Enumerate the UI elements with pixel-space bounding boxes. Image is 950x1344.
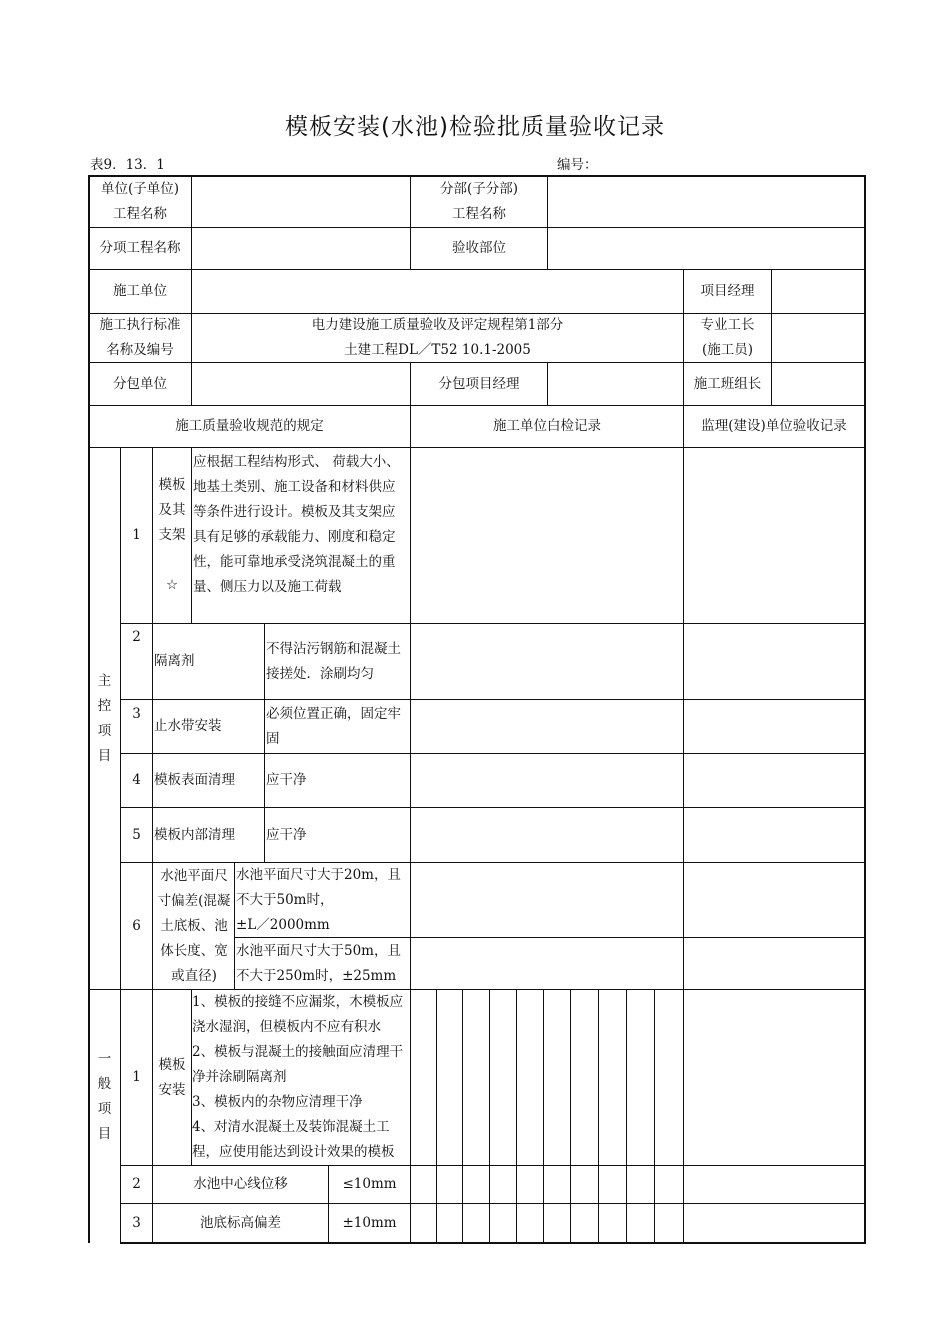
main-item-self-check[interactable] bbox=[411, 624, 683, 699]
main-item-no: 5 bbox=[132, 826, 141, 843]
unit-project-label: 单位(子单位) 工程名称 bbox=[100, 180, 180, 222]
general-item-name: 水池中心线位移 bbox=[193, 1176, 288, 1192]
main-item-spec-b: 水池平面尺寸大于50m，且不大于250m时，±25mm bbox=[236, 942, 401, 984]
main-item-no: 1 bbox=[132, 527, 141, 543]
main-item-name: 模板表面清理 bbox=[154, 772, 235, 788]
page-title: 模板安装(水池)检验批质量验收记录 bbox=[285, 114, 665, 140]
general-item-no: 3 bbox=[132, 1214, 141, 1231]
construction-unit-input[interactable] bbox=[192, 270, 683, 313]
main-item-self-check[interactable] bbox=[411, 863, 683, 937]
project-manager-input[interactable] bbox=[772, 270, 864, 313]
main-item-spec: 应干净 bbox=[266, 826, 307, 843]
general-item-supervision[interactable] bbox=[684, 1204, 864, 1242]
standard-value: 电力建设施工质量验收及评定规程第1部分 土建工程DL／T52 10.1-2005 bbox=[311, 317, 564, 358]
main-item-spec: 必须位置正确，固定牢固 bbox=[266, 705, 401, 747]
main-item-spec: 应干净 bbox=[266, 772, 307, 788]
project-manager-label: 项目经理 bbox=[700, 283, 755, 299]
general-item-name: 模板 安装 bbox=[158, 1056, 186, 1098]
general-item-spec: 1、模板的接缝不应漏浆，木模板应浇水湿润，但模板内不应有积水 2、模板与混凝土的接触面应清理干净并涂刷隔离剂 3、模板内的杂物应清理干净 4、对清水混凝土及装饰混凝土工程，应使用能达到设计效果的模板 bbox=[192, 994, 404, 1160]
unit-project-input[interactable] bbox=[192, 176, 410, 227]
sub-project-input[interactable] bbox=[192, 228, 410, 269]
general-item-no: 1 bbox=[132, 1069, 141, 1085]
main-item-self-check[interactable] bbox=[411, 700, 683, 753]
general-item-name: 池底标高偏差 bbox=[200, 1214, 281, 1231]
column-header-supervision: 监理(建设)单位验收记录 bbox=[701, 418, 847, 434]
construction-unit-label: 施工单位 bbox=[113, 283, 167, 299]
foreman-label: 专业工长 (施工员) bbox=[700, 317, 755, 358]
general-item-supervision[interactable] bbox=[684, 990, 864, 1165]
main-item-supervision[interactable] bbox=[684, 938, 864, 989]
main-item-spec: 应根据工程结构形式、 荷载大小、地基土类别、施工设备和材料供应等条件进行设计。模板及其支架应具有足够的承载能力、刚度和稳定性，能可靠地承受浇筑混凝土的重量、侧压力以及施工荷载 bbox=[193, 454, 400, 595]
main-item-supervision[interactable] bbox=[684, 700, 864, 753]
general-label: 一 般 项 目 bbox=[97, 1050, 112, 1142]
team-leader-input[interactable] bbox=[772, 363, 864, 405]
main-item-supervision[interactable] bbox=[684, 754, 864, 807]
column-header-spec: 施工质量验收规范的规定 bbox=[175, 418, 324, 434]
general-item-spec: ≤10mm bbox=[342, 1176, 397, 1192]
main-item-no: 3 bbox=[132, 706, 141, 722]
sub-manager-input[interactable] bbox=[548, 363, 683, 405]
division-input[interactable] bbox=[548, 176, 864, 227]
main-item-name: 水池平面尺寸偏差(混凝土底板、池体长度、宽或直径) bbox=[157, 867, 231, 984]
main-control-label: 主 控 项 目 bbox=[97, 672, 112, 764]
standard-label: 施工执行标准 名称及编号 bbox=[99, 317, 181, 358]
general-item-no: 2 bbox=[132, 1176, 141, 1192]
acceptance-part-input[interactable] bbox=[548, 228, 864, 269]
main-item-supervision[interactable] bbox=[684, 808, 864, 862]
main-item-no: 6 bbox=[132, 917, 141, 934]
main-item-self-check[interactable] bbox=[411, 808, 683, 862]
main-item-self-check[interactable] bbox=[411, 754, 683, 807]
general-item-spec: ±10mm bbox=[342, 1214, 397, 1231]
subcontractor-label: 分包单位 bbox=[113, 375, 167, 392]
main-item-supervision[interactable] bbox=[684, 448, 864, 623]
acceptance-part-label: 验收部位 bbox=[452, 240, 506, 256]
main-item-self-check[interactable] bbox=[411, 938, 683, 989]
division-label: 分部(子分部) 工程名称 bbox=[439, 180, 519, 222]
main-item-name: 模板内部清理 bbox=[154, 826, 235, 843]
main-item-name: 模板 及其 支架 ☆ bbox=[158, 477, 186, 593]
main-item-supervision[interactable] bbox=[684, 863, 864, 937]
main-item-spec: 不得沾污钢筋和混凝土接搓处．涂刷均匀 bbox=[266, 640, 401, 682]
general-item-supervision[interactable] bbox=[684, 1166, 864, 1203]
main-item-self-check[interactable] bbox=[411, 448, 683, 623]
team-leader-label: 施工班组长 bbox=[693, 375, 762, 392]
main-item-no: 2 bbox=[132, 629, 141, 645]
record-number-label: 编号： bbox=[557, 157, 598, 173]
main-item-no: 4 bbox=[132, 772, 141, 788]
foreman-input[interactable] bbox=[772, 314, 864, 362]
sub-project-label: 分项工程名称 bbox=[99, 240, 181, 256]
column-header-self-check: 施工单位白检记录 bbox=[493, 418, 601, 434]
main-item-name: 隔离剂 bbox=[154, 653, 195, 669]
sub-manager-label: 分包项目经理 bbox=[438, 375, 520, 392]
main-item-spec-a: 水池平面尺寸大于20m，且不大于50m时， ±L／2000mm bbox=[236, 866, 401, 933]
table-number: 表9．13．1 bbox=[90, 157, 165, 173]
main-item-name: 止水带安装 bbox=[154, 718, 222, 734]
subcontractor-input[interactable] bbox=[192, 363, 410, 405]
main-item-supervision[interactable] bbox=[684, 624, 864, 699]
